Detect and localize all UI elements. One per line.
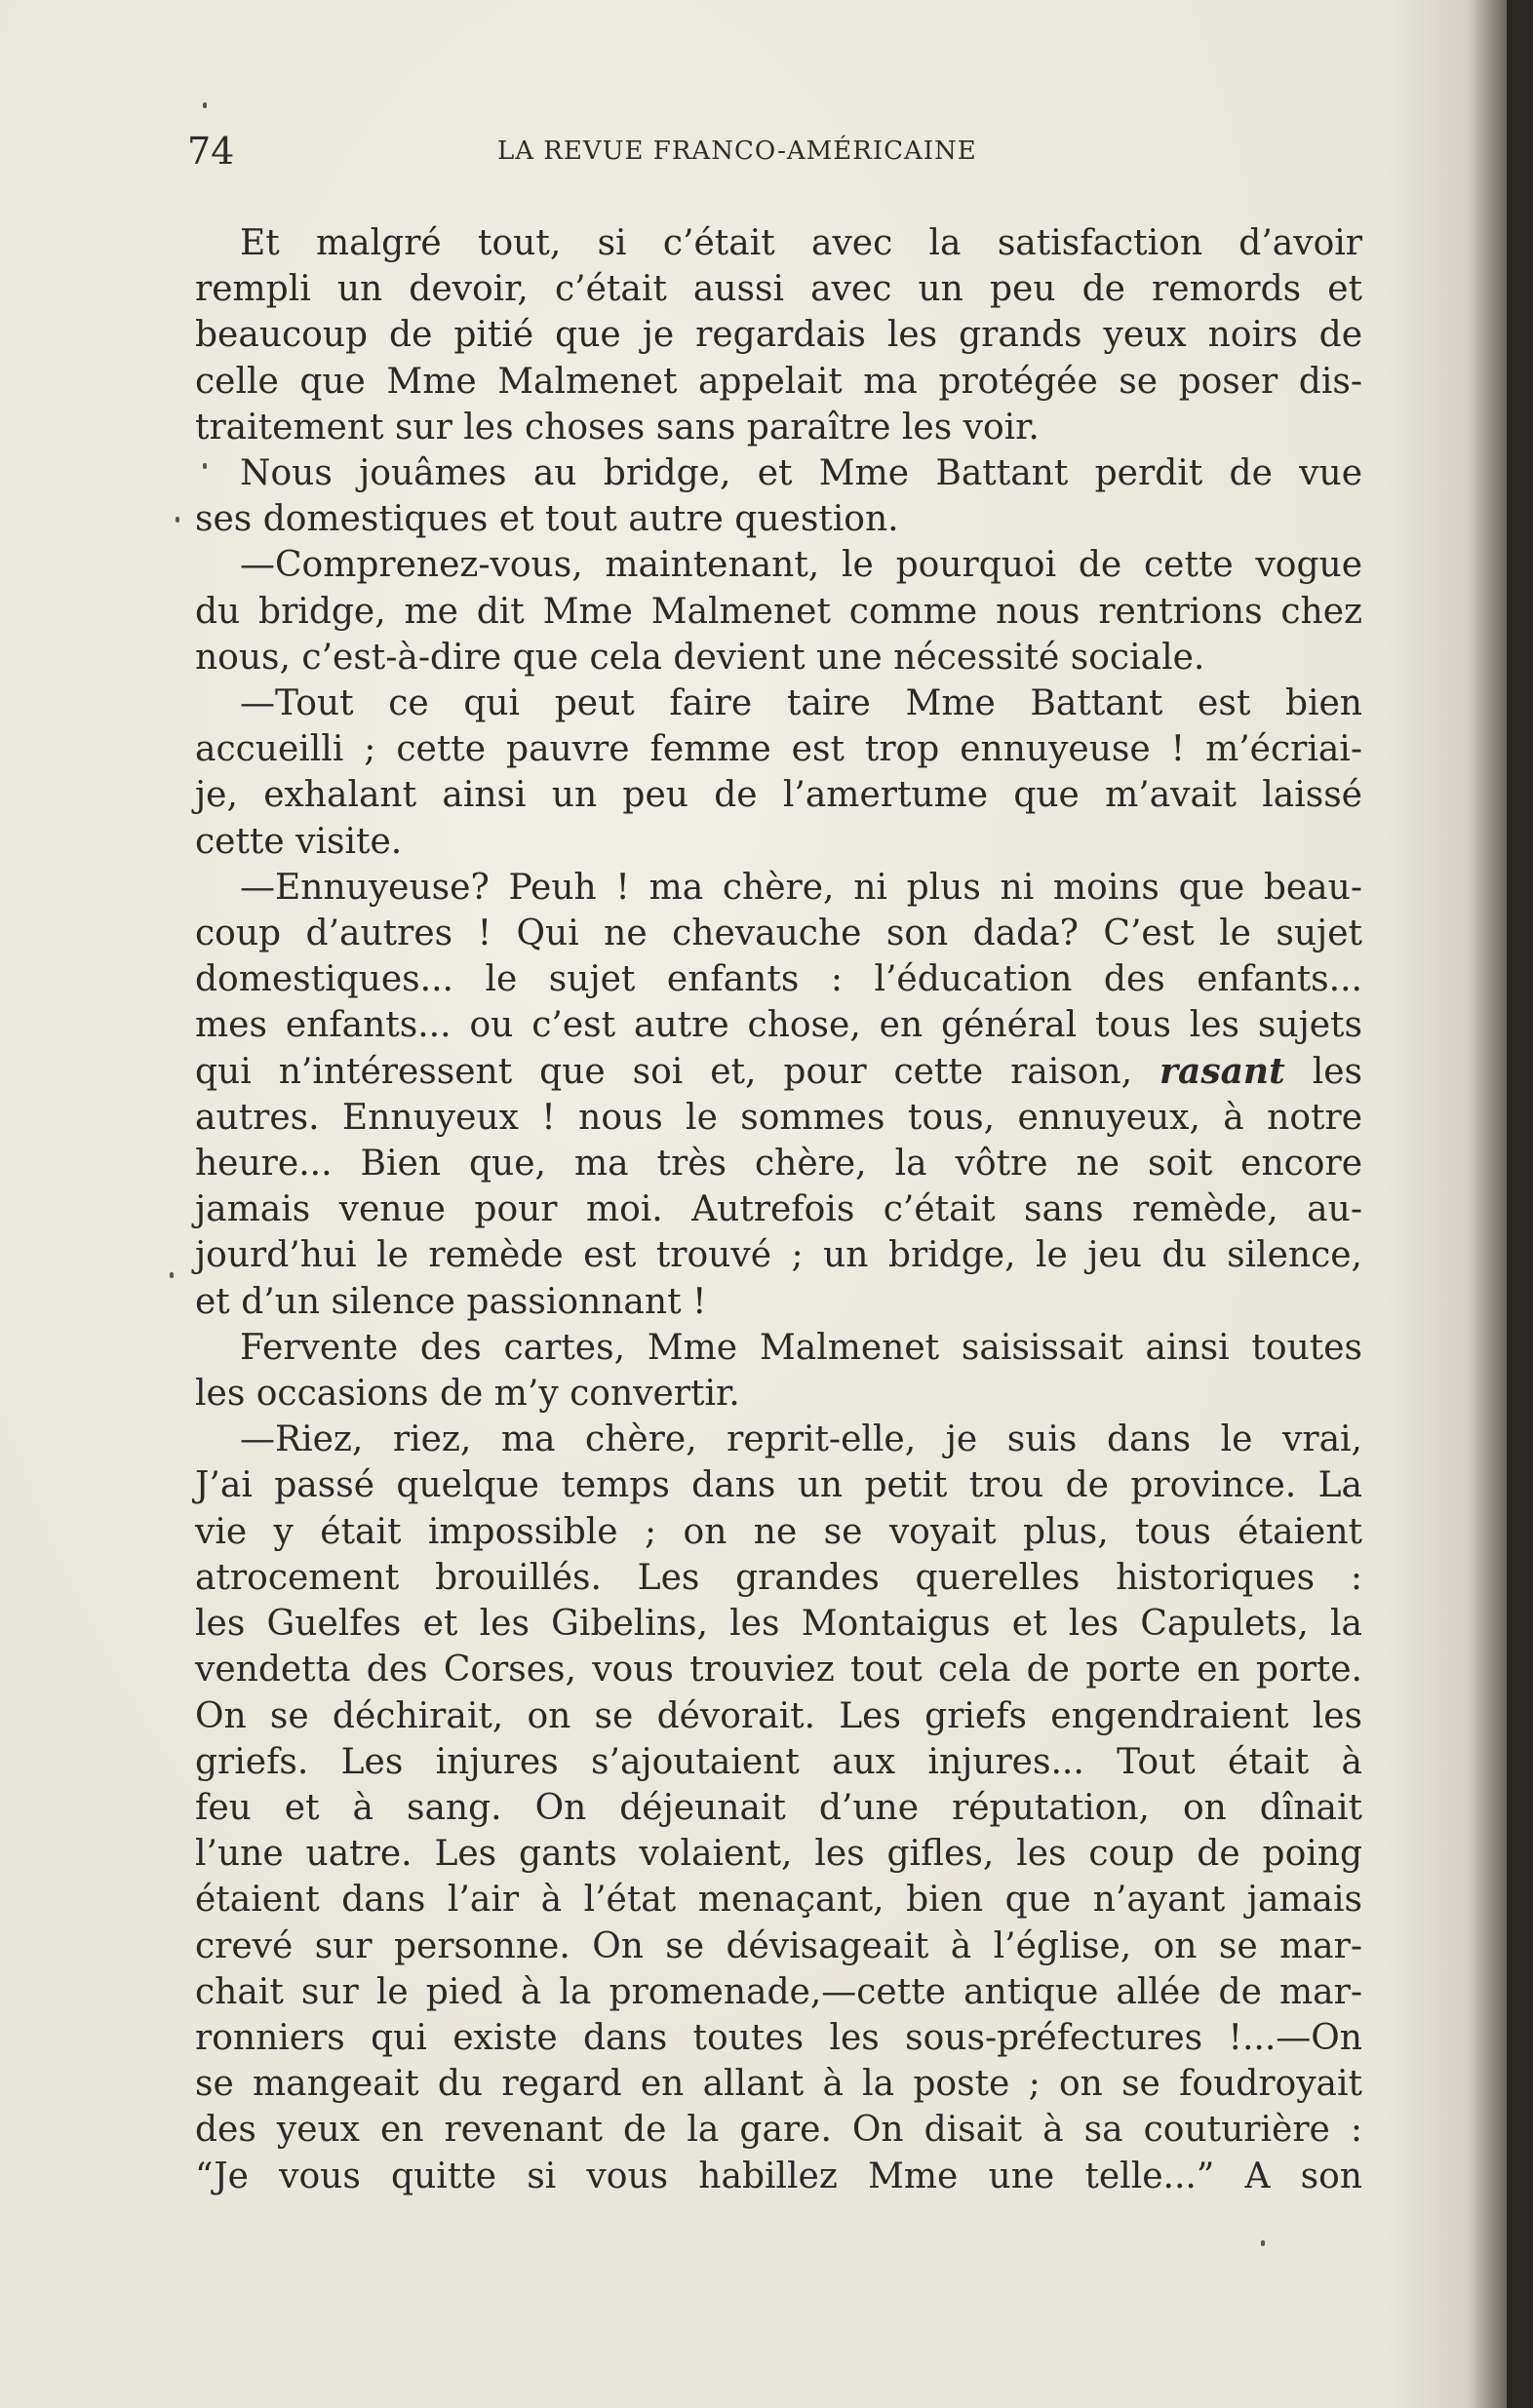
text-line: Et malgré tout, si c’était avec la satisfaction d’avoir: [240, 223, 1362, 263]
paper-speck: [170, 1272, 174, 1278]
text-line: se mangeait du regard en allant à la poste ; on se foudroyait: [195, 2064, 1362, 2105]
text-line: J’ai passé quelque temps dans un petit trou de province. La: [195, 1465, 1362, 1506]
text-line: du bridge, me dit Mme Malmenet comme nous rentrions chez: [195, 591, 1362, 632]
text-line: vie y était impossible ; on ne se voyait plus, tous étaient: [195, 1511, 1362, 1552]
text-line: jourd’hui le remède est trouvé ; un bridge, le jeu du silence,: [195, 1235, 1362, 1276]
text-line: étaient dans l’air à l’état menaçant, bien que n’ayant jamais: [195, 1880, 1362, 1921]
text-line: je, exhalant ainsi un peu de l’amertume que m’avait laissé: [195, 775, 1362, 816]
text-line: On se déchirait, on se dévorait. Les griefs engendraient les: [195, 1695, 1362, 1736]
text-line: les occasions de m’y convertir.: [195, 1374, 740, 1415]
emphasis-word: rasant: [1160, 1050, 1285, 1092]
text-line: beaucoup de pitié que je regardais les grands yeux noirs de: [195, 315, 1362, 356]
text-line: “Je vous quitte si vous habillez Mme une telle...” A son: [195, 2156, 1362, 2196]
text-line: jamais venue pour moi. Autrefois c’était sans remède, au-: [195, 1189, 1362, 1230]
paper-speck: [176, 517, 179, 523]
text-line: traitement sur les choses sans paraître les voir.: [195, 407, 1040, 447]
text-line: ronniers qui existe dans toutes les sous-préfectures !...—On: [195, 2017, 1362, 2058]
text-line: cette visite.: [195, 821, 403, 862]
text-line: les Guelfes et les Gibelins, les Montaigus et les Capulets, la: [195, 1604, 1362, 1645]
text-line: coup d’autres ! Qui ne chevauche son dada? C’est le sujet: [195, 913, 1362, 954]
text-line: crevé sur personne. On se dévisageait à l’église, on se mar-: [195, 1925, 1362, 1966]
text-line: l’une uatre. Les gants volaient, les gifles, les coup de poing: [195, 1834, 1362, 1875]
text-line: vendetta des Corses, vous trouviez tout cela de porte en porte.: [195, 1650, 1362, 1690]
paper-speck: [203, 463, 207, 469]
text-line: Nous jouâmes au bridge, et Mme Battant perdit de vue: [240, 453, 1362, 494]
text-line: heure... Bien que, ma très chère, la vôtre ne soit encore: [195, 1144, 1362, 1185]
text-segment: les: [1312, 1051, 1362, 1092]
text-line: accueilli ; cette pauvre femme est trop ennuyeuse ! m’écriai-: [195, 729, 1362, 770]
text-segment: qui n’intéressent que soi et, pour cette raison,: [195, 1051, 1133, 1092]
body-text: [195, 220, 1362, 2199]
text-line: griefs. Les injures s’ajoutaient aux injures... Tout était à: [195, 1741, 1362, 1782]
text-line: chait sur le pied à la promenade,—cette antique allée de mar-: [195, 1971, 1362, 2012]
text-line: nous, c’est-à-dire que cela devient une nécessité sociale.: [195, 637, 1205, 678]
text-line: autres. Ennuyeux ! nous le sommes tous, ennuyeux, à notre: [195, 1097, 1362, 1138]
text-line: —Ennuyeuse? Peuh ! ma chère, ni plus ni moins que beau-: [240, 867, 1362, 908]
running-head: LA REVUE FRANCO-AMÉRICAINE: [497, 136, 977, 166]
text-line: ses domestiques et tout autre question.: [195, 499, 899, 540]
page-number: 74: [187, 130, 235, 173]
page-edge-shadow: [1468, 0, 1507, 2408]
text-line: et d’un silence passionnant !: [195, 1281, 707, 1322]
text-line: —Riez, riez, ma chère, reprit-elle, je suis dans le vrai,: [240, 1419, 1362, 1460]
text-line: mes enfants... ou c’est autre chose, en général tous les sujets: [195, 1005, 1362, 1046]
text-line: domestiques... le sujet enfants : l’éducation des enfants...: [195, 959, 1362, 1000]
text-line: —Tout ce qui peut faire taire Mme Battant est bien: [240, 683, 1362, 724]
text-line: celle que Mme Malmenet appelait ma protégée se poser dis-: [195, 361, 1362, 402]
text-line: Fervente des cartes, Mme Malmenet saisissait ainsi toutes: [240, 1327, 1362, 1368]
text-line: feu et à sang. On déjeunait d’une réputation, on dînait: [195, 1787, 1362, 1828]
text-line: atrocement brouillés. Les grandes querelles historiques :: [195, 1557, 1362, 1598]
text-line: —Comprenez-vous, maintenant, le pourquoi de cette vogue: [240, 545, 1362, 586]
text-line: rempli un devoir, c’était aussi avec un peu de remords et: [195, 269, 1362, 310]
text-line-with-emphasis: [195, 1049, 1362, 1095]
text-line: des yeux en revenant de la gare. On disait à sa couturière :: [195, 2110, 1362, 2151]
paper-speck: [203, 102, 207, 108]
paper-speck: [1261, 2240, 1265, 2246]
